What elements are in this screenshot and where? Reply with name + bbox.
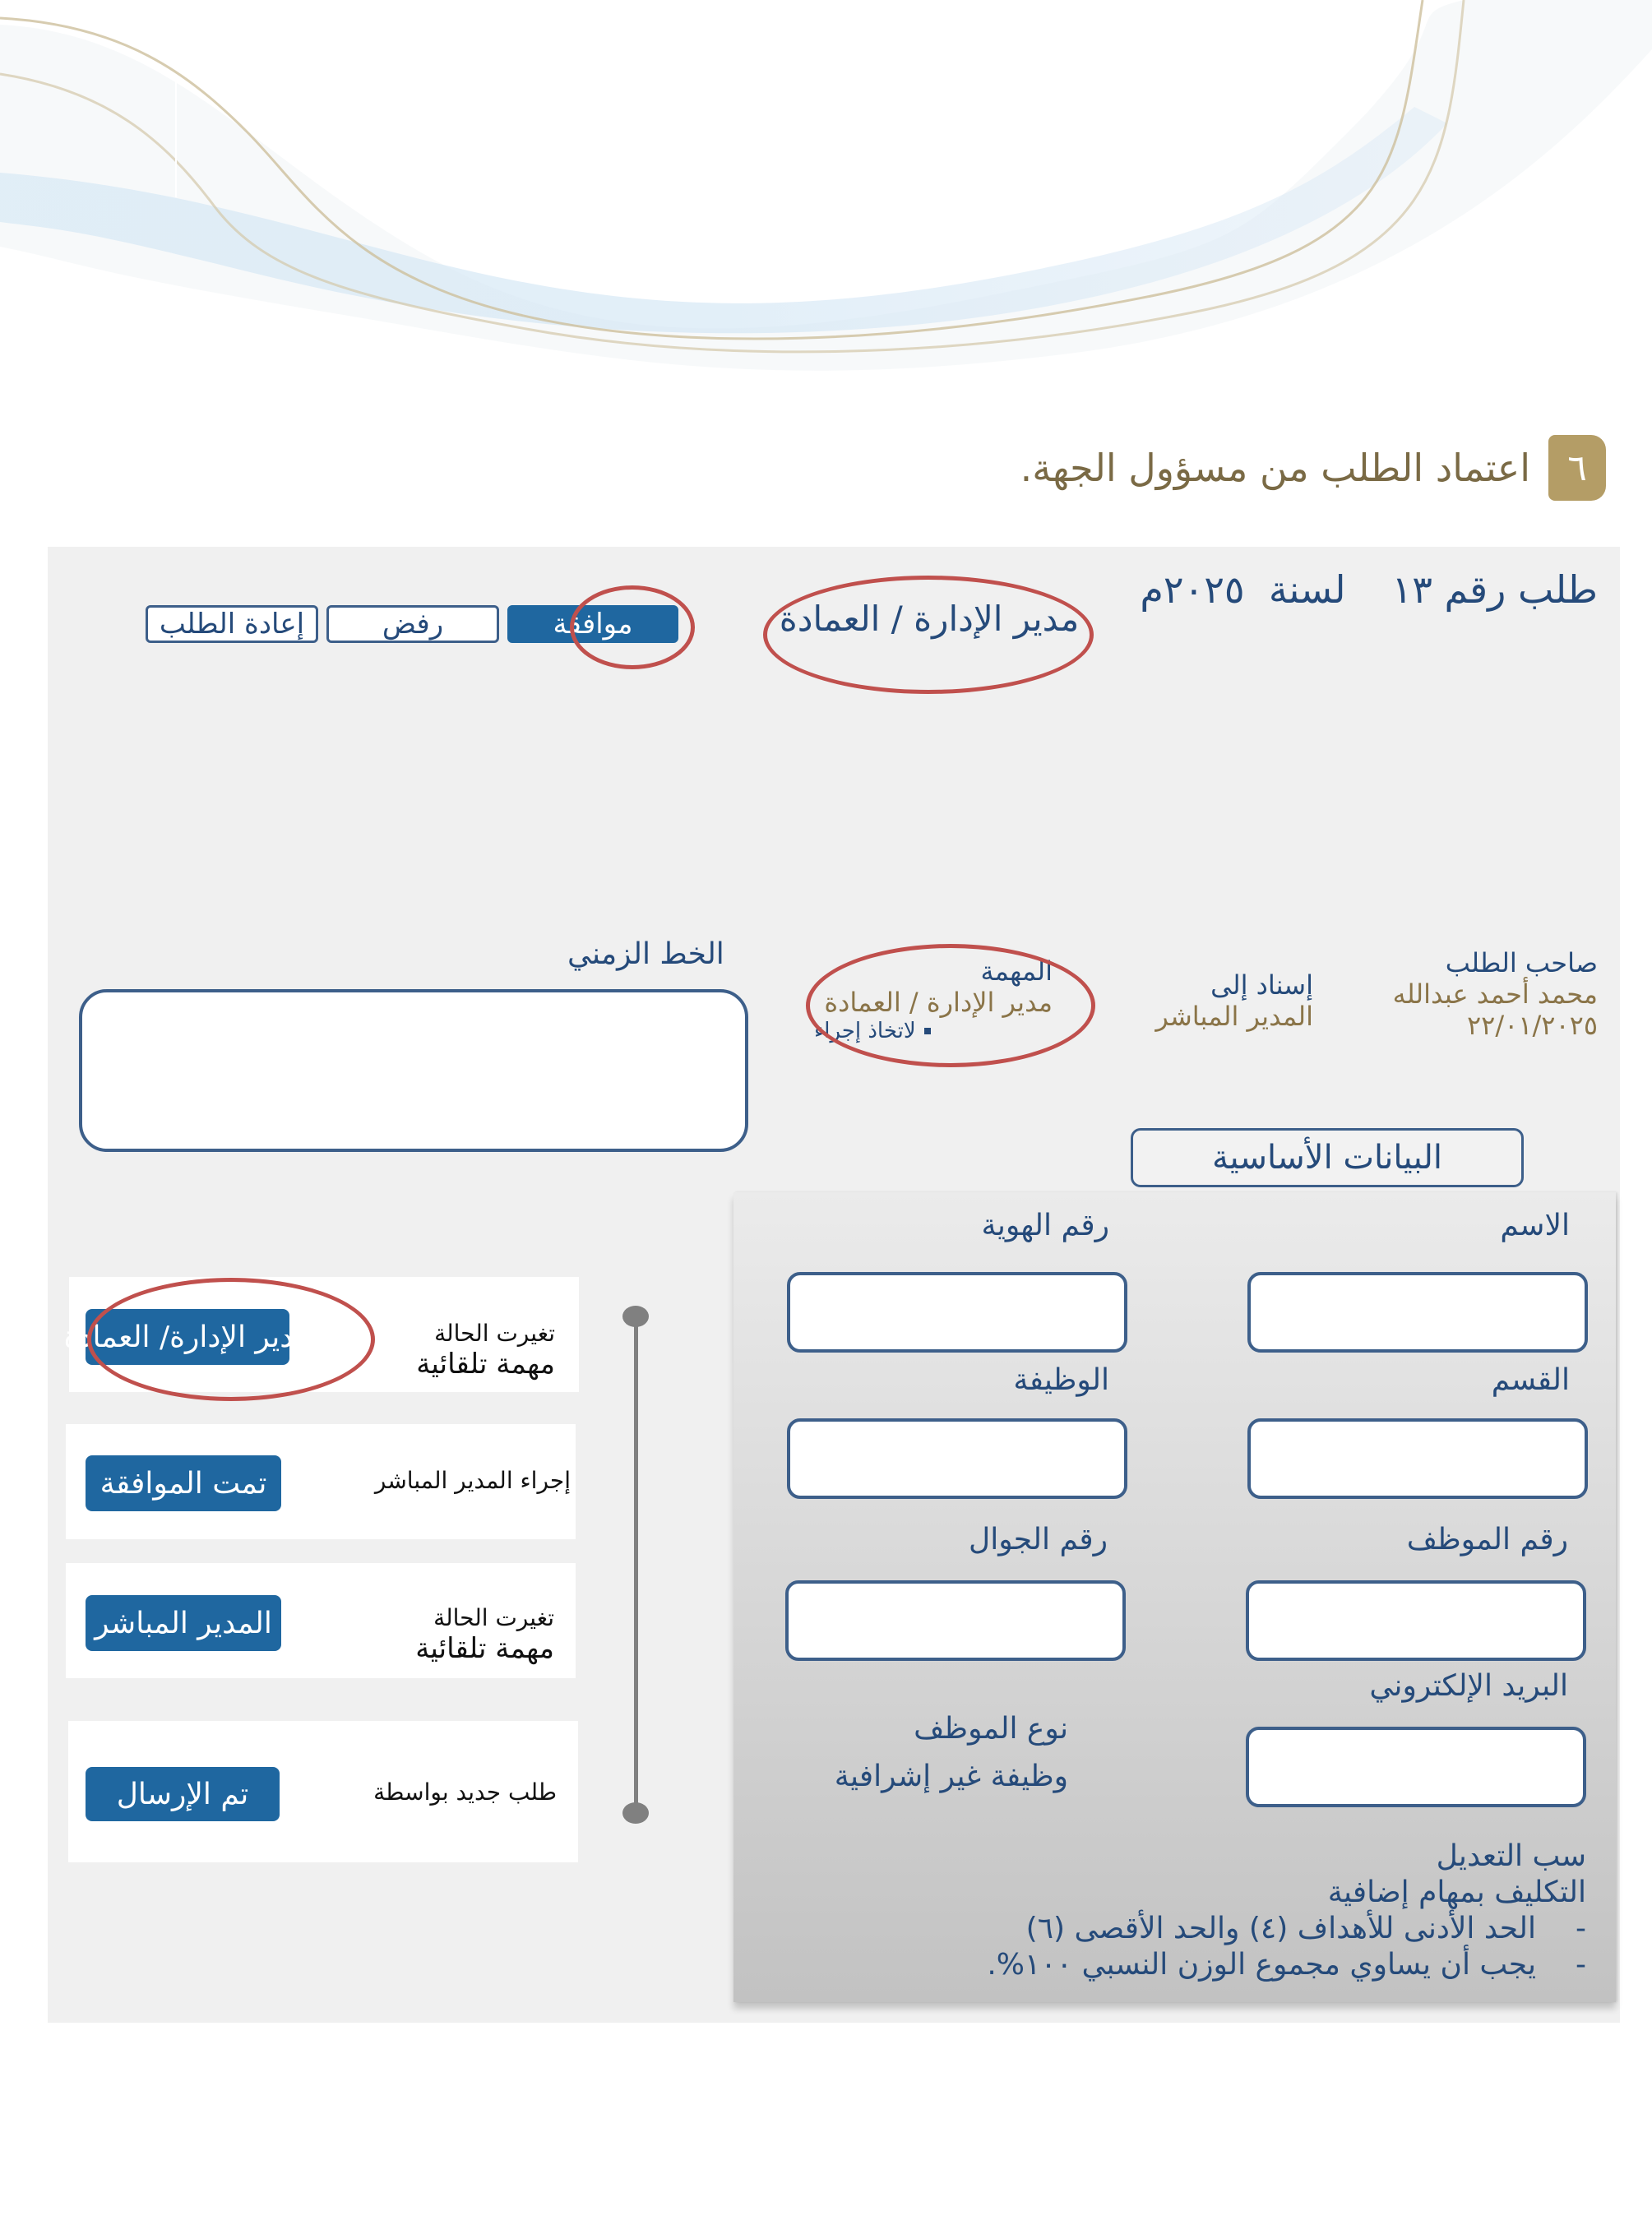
timeline-box [79, 989, 748, 1152]
request-date: ٢٢/٠١/٢٠٢٥ [1466, 1009, 1598, 1041]
section-heading [1020, 434, 1606, 502]
employee-type-label: نوع الموظف [914, 1712, 1068, 1746]
tab-basic-data[interactable]: البيانات الأساسية [1131, 1128, 1524, 1187]
request-owner-label: صاحب الطلب [1445, 947, 1598, 978]
timeline-event-text: طلب جديد بواسطة [373, 1778, 557, 1806]
reason-note: - يجب أن يساوي مجموع الوزن النسبي ١٠٠%. [987, 1948, 1586, 1982]
timeline-event-badge: تمت الموافقة [86, 1455, 281, 1511]
timeline-node-bottom-icon [622, 1802, 649, 1824]
employee-number-label: رقم الموظف [1406, 1523, 1568, 1556]
return-request-button[interactable]: إعادة الطلب [146, 605, 318, 643]
timeline-event-badge: المدير المباشر [86, 1595, 281, 1651]
employee-number-field[interactable] [1246, 1580, 1586, 1661]
role-title: مدير الإدارة / العمادة [779, 599, 1080, 639]
decorative-wave-header [0, 0, 1652, 378]
assigned-to-label: إسناد إلى [1210, 969, 1313, 1001]
timeline-node-top-icon [622, 1306, 649, 1327]
reason-note: - الحد الأدنى للأهداف (٤) والحد الأقصى (٦) [1025, 1912, 1586, 1945]
mobile-label: رقم الجوال [969, 1523, 1108, 1556]
request-year: لسنة ٢٠٢٥م [1140, 567, 1346, 612]
task-label: المهمة [980, 955, 1053, 987]
timeline-event [66, 1424, 576, 1539]
task-action-item: لاتخاذ إجراء [814, 1019, 1053, 1044]
name-field[interactable] [1247, 1272, 1588, 1353]
department-field[interactable] [1247, 1418, 1588, 1499]
timeline-event-text: تغيرت الحالة مهمة تلقائية [416, 1320, 555, 1381]
modification-reason [987, 1839, 1586, 1983]
approve-button[interactable]: موافقة [507, 605, 678, 643]
name-label: الاسم [1500, 1209, 1570, 1242]
timeline-event-badge: مدير الإدارة/ العمادة [86, 1309, 289, 1365]
timeline-line [634, 1316, 638, 1813]
bullet-icon [924, 1028, 931, 1034]
employee-type-value: وظيفة غير إشرافية [834, 1760, 1068, 1793]
timeline-event [63, 1277, 579, 1392]
assigned-to-value: المدير المباشر [1155, 1000, 1313, 1032]
reason-value: التكليف بمهام إضافية [1327, 1876, 1586, 1909]
id-number-label: رقم الهوية [981, 1209, 1109, 1242]
email-field[interactable] [1246, 1727, 1586, 1807]
task-value: مدير الإدارة / العمادة [824, 987, 1053, 1019]
timeline-event-badge: تم الإرسال [86, 1767, 280, 1821]
section-title: اعتماد الطلب من مسؤول الجهة. [1020, 446, 1530, 490]
reason-label: سب التعديل [1436, 1839, 1586, 1873]
request-number-line [1140, 567, 1598, 612]
id-number-field[interactable] [787, 1272, 1127, 1353]
department-label: القسم [1491, 1363, 1570, 1397]
action-buttons [146, 605, 678, 643]
timeline-event-text: إجراء المدير المباشر [374, 1467, 571, 1494]
timeline-event [68, 1721, 578, 1862]
request-owner-info [1393, 948, 1598, 1041]
request-number-label: طلب رقم ١٣ [1391, 567, 1598, 612]
step-number-badge: ٦ [1548, 435, 1606, 501]
timeline-event-text: تغيرت الحالة مهمة تلقائية [415, 1604, 554, 1665]
timeline-label: الخط الزمني [567, 937, 724, 971]
task-info [814, 955, 1053, 1044]
mobile-field[interactable] [785, 1580, 1126, 1661]
assigned-to-info [1155, 970, 1313, 1033]
request-owner-name: محمد أحمد عبدالله [1392, 978, 1598, 1010]
email-label: البريد الإلكتروني [1369, 1669, 1568, 1703]
timeline-event [66, 1563, 576, 1678]
job-field[interactable] [787, 1418, 1127, 1499]
job-label: الوظيفة [1013, 1363, 1109, 1397]
reject-button[interactable]: رفض [326, 605, 499, 643]
